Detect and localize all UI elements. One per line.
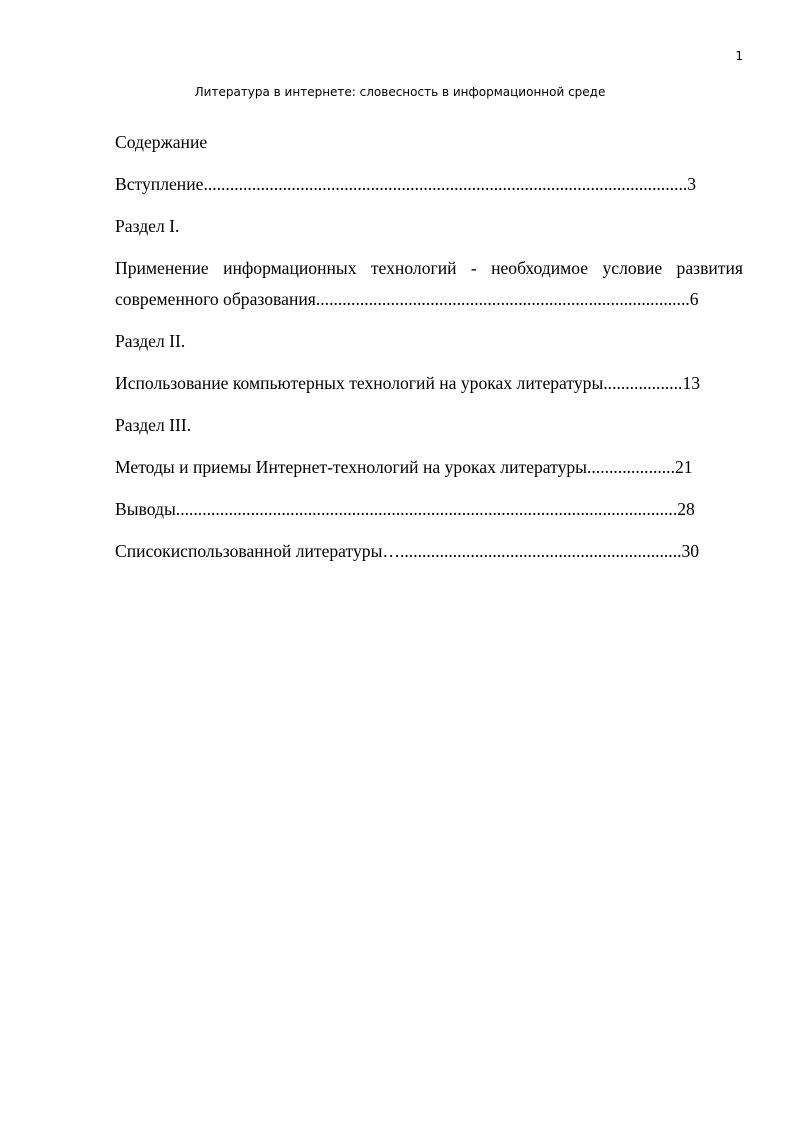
toc-entry-section-1: Применение информационных технологий - необходимое условие развития современного образования.....................................................................................6: [115, 258, 743, 309]
toc-section-1-label: Раздел I.: [115, 216, 180, 236]
toc-entry-references: Списокиспользованной литературы…................................................................30: [115, 541, 700, 561]
toc-section-3-label: Раздел III.: [115, 415, 192, 435]
toc-entry-section-2: Использование компьютерных технологий на уроках литературы..................13: [115, 373, 701, 393]
toc-entry-conclusions: Выводы..................................................................................................................28: [115, 499, 695, 519]
toc-section-2-label: Раздел II.: [115, 331, 186, 351]
toc-title: Содержание: [115, 132, 208, 152]
table-of-contents: [115, 127, 743, 578]
toc-entry-intro: Вступление..............................................................................................................3: [115, 174, 697, 194]
running-header: Литература в интернете: словесность в информационной среде: [194, 85, 606, 99]
toc-entry-section-3: Методы и приемы Интернет-технологий на уроках литературы....................21: [115, 457, 693, 477]
page-number: 1: [735, 49, 743, 63]
